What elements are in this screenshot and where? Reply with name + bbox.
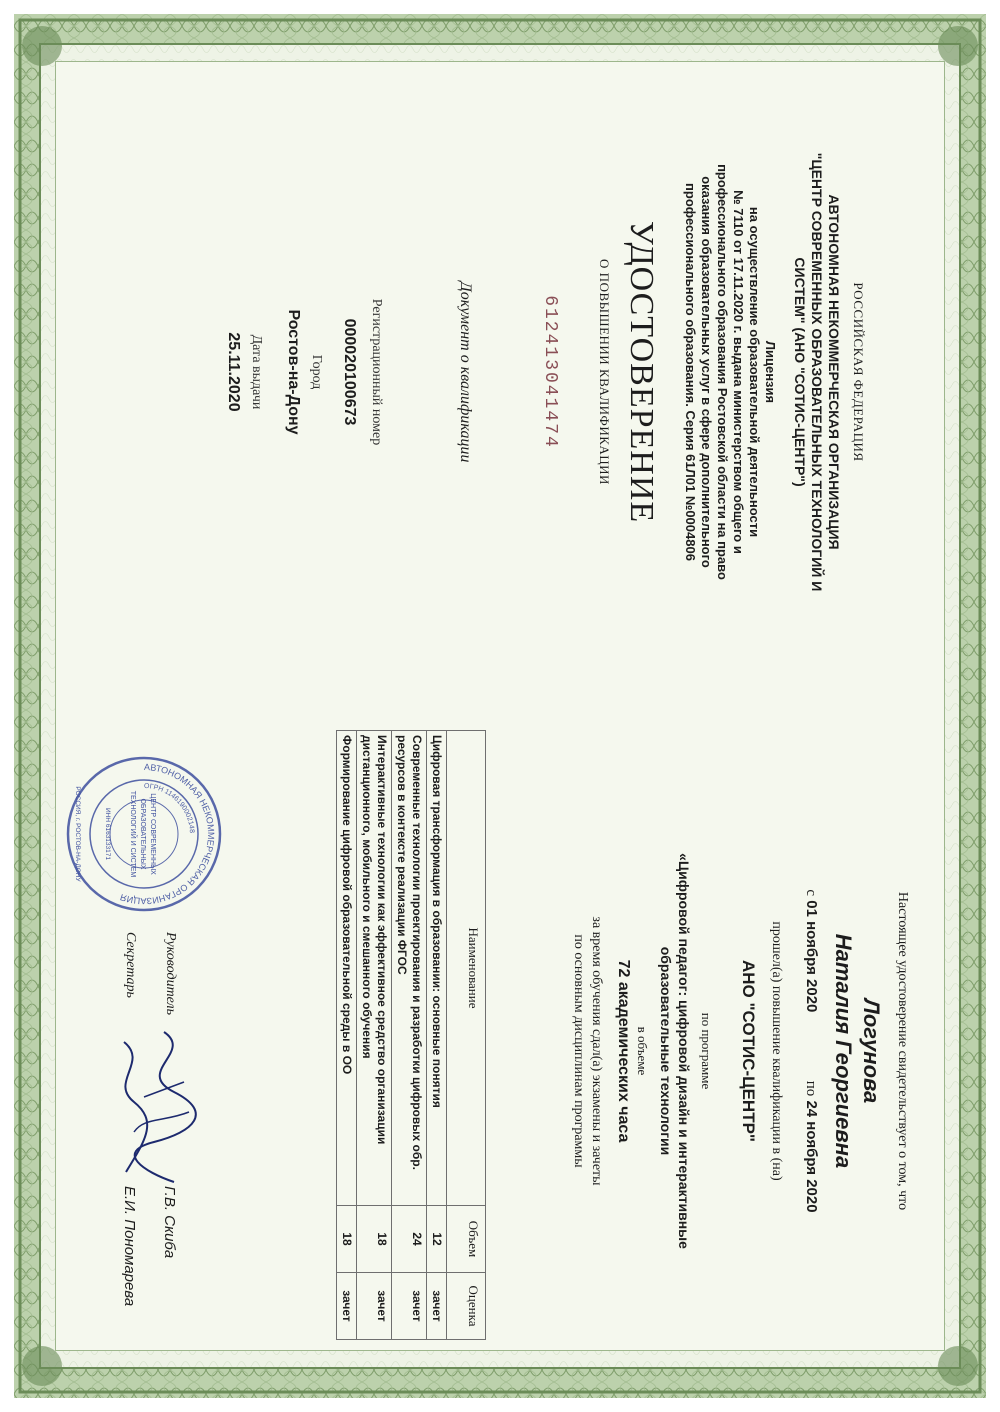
registration-label: Регистрационный номер bbox=[369, 298, 384, 446]
document-subtitle: О ПОВЫШЕНИИ КВАЛИФИКАЦИИ bbox=[597, 259, 612, 485]
to-date: 24 ноября 2020 bbox=[803, 1100, 820, 1213]
header-volume: Объем bbox=[447, 1206, 486, 1273]
document-type: Документ о квалификации bbox=[457, 281, 474, 463]
program-label: по программе bbox=[699, 1012, 714, 1090]
country-label: РОССИЙСКАЯ ФЕДЕРАЦИЯ bbox=[851, 282, 866, 462]
issue-date-label: Дата выдачи bbox=[249, 334, 264, 410]
course-name: Современные технологии проектирования и разработки цифровых обр. ресурсов в контексте реализации ФГОС bbox=[392, 731, 427, 1206]
license-title: Лицензия bbox=[763, 340, 778, 404]
course-grade: зачет bbox=[427, 1273, 447, 1340]
table-row bbox=[427, 731, 447, 1340]
issuer-panel bbox=[56, 62, 944, 682]
course-grade: зачет bbox=[337, 1273, 357, 1340]
document-title: УДОСТОВЕРЕНИЕ bbox=[623, 220, 660, 524]
study-period bbox=[802, 752, 820, 1350]
course-name: Формирование цифровой образовательной среды в ОО bbox=[337, 731, 357, 1206]
license-line-5: профессионального образования. Серия 61Л01 №0004806 bbox=[683, 183, 698, 561]
registration-number: 000020100673 bbox=[341, 318, 358, 426]
org-line-2: "ЦЕНТР СОВРЕМЕННЫХ ОБРАЗОВАТЕЛЬНЫХ ТЕХНОЛОГИЙ И bbox=[809, 152, 825, 592]
city-value: Ростов-на-Дону bbox=[285, 309, 302, 435]
course-grade: зачет bbox=[392, 1273, 427, 1340]
issue-date: 25.11.2020 bbox=[225, 332, 242, 412]
table-row bbox=[357, 731, 392, 1340]
head-name: Г.В. Скиба bbox=[161, 1186, 178, 1259]
institution-name: АНО "СОТИС-ЦЕНТР" bbox=[739, 960, 758, 1142]
license-line-3: профессионального образования Ростовской области на право bbox=[715, 164, 730, 580]
license-line-4: оказания образовательных услуг в сфере дополнительного bbox=[699, 176, 714, 568]
serial-number: 612413041474 bbox=[540, 295, 560, 449]
program-line-1: «Цифровой педагог: цифровой дизайн и интерактивные bbox=[676, 853, 692, 1249]
certificate-body bbox=[56, 62, 944, 1350]
organization-seal bbox=[59, 754, 224, 914]
city-label: Город bbox=[309, 354, 324, 390]
course-name: Цифровая трансформация в образовании: основные понятия bbox=[427, 731, 447, 1206]
volume-label: в объеме bbox=[635, 1026, 650, 1076]
license-line-2: № 7110 от 17.11.2020 г. выдана министерством общего и bbox=[731, 190, 746, 554]
to-word: по bbox=[803, 1080, 819, 1097]
course-grade: зачет bbox=[357, 1273, 392, 1340]
course-hours: 18 bbox=[357, 1206, 392, 1273]
passed-text: прошел(а) повышение квалификации в (на) bbox=[769, 921, 784, 1181]
from-word: с bbox=[803, 889, 819, 897]
table-row bbox=[337, 731, 357, 1340]
course-hours: 24 bbox=[392, 1206, 427, 1273]
course-name: Интерактивные технологии как эффективное средство организации дистанционного, мобильного и смешанного обучения bbox=[357, 731, 392, 1206]
handwritten-signatures bbox=[104, 1022, 204, 1192]
exams-line-1: за время обучения сдал(а) экзамены и зачеты bbox=[589, 916, 604, 1186]
table-header-row bbox=[447, 731, 486, 1340]
seal-graphic bbox=[64, 754, 224, 914]
table-row bbox=[392, 731, 427, 1340]
seal-bottom-text: РОССИЯ, г. РОСТОВ-НА-ДОНУ bbox=[74, 786, 81, 882]
license-line-1: на осуществление образовательной деятельности bbox=[747, 206, 762, 538]
from-date: 01 ноября 2020 bbox=[803, 900, 820, 1013]
seal-ogrn: ОГРН 1146190002148 bbox=[143, 782, 196, 834]
holder-given-names: Наталия Георгиевна bbox=[831, 933, 856, 1169]
seal-center-2: ОБРАЗОВАТЕЛЬНЫХ bbox=[139, 798, 146, 870]
holder-surname: Логунова bbox=[859, 998, 884, 1104]
certificate-sheet bbox=[14, 14, 986, 1398]
head-label: Руководитель bbox=[163, 932, 178, 1016]
course-hours: 12 bbox=[427, 1206, 447, 1273]
results-table bbox=[336, 730, 486, 1340]
course-hours: 18 bbox=[337, 1206, 357, 1273]
seal-inn: ИНН 6163133171 bbox=[104, 807, 111, 861]
header-name: Наименование bbox=[447, 731, 486, 1206]
exams-line-2: по основным дисциплинам программы bbox=[571, 934, 586, 1168]
intro-text: Настоящее удостоверение свидетельствует о том, что bbox=[895, 891, 910, 1211]
secretary-label: Секретарь bbox=[123, 932, 138, 998]
secretary-name: Е.И. Пономарева bbox=[121, 1186, 138, 1307]
seal-center-3: ТЕХНОЛОГИЙ И СИСТЕМ bbox=[129, 790, 136, 878]
org-line-1: АВТОНОМНАЯ НЕКОММЕРЧЕСКАЯ ОРГАНИЗАЦИЯ bbox=[826, 194, 842, 550]
org-line-3: СИСТЕМ" (АНО "СОТИС-ЦЕНТР") bbox=[792, 257, 808, 487]
program-line-2: образовательные технологии bbox=[658, 946, 674, 1156]
volume-value: 72 академических часа bbox=[615, 959, 632, 1143]
seal-center-1: ЦЕНТР СОВРЕМЕННЫХ bbox=[149, 793, 156, 875]
seal-outer-text: АВТОНОМНАЯ НЕКОММЕРЧЕСКАЯ ОРГАНИЗАЦИЯ bbox=[118, 761, 217, 907]
header-grade: Оценка bbox=[447, 1273, 486, 1340]
